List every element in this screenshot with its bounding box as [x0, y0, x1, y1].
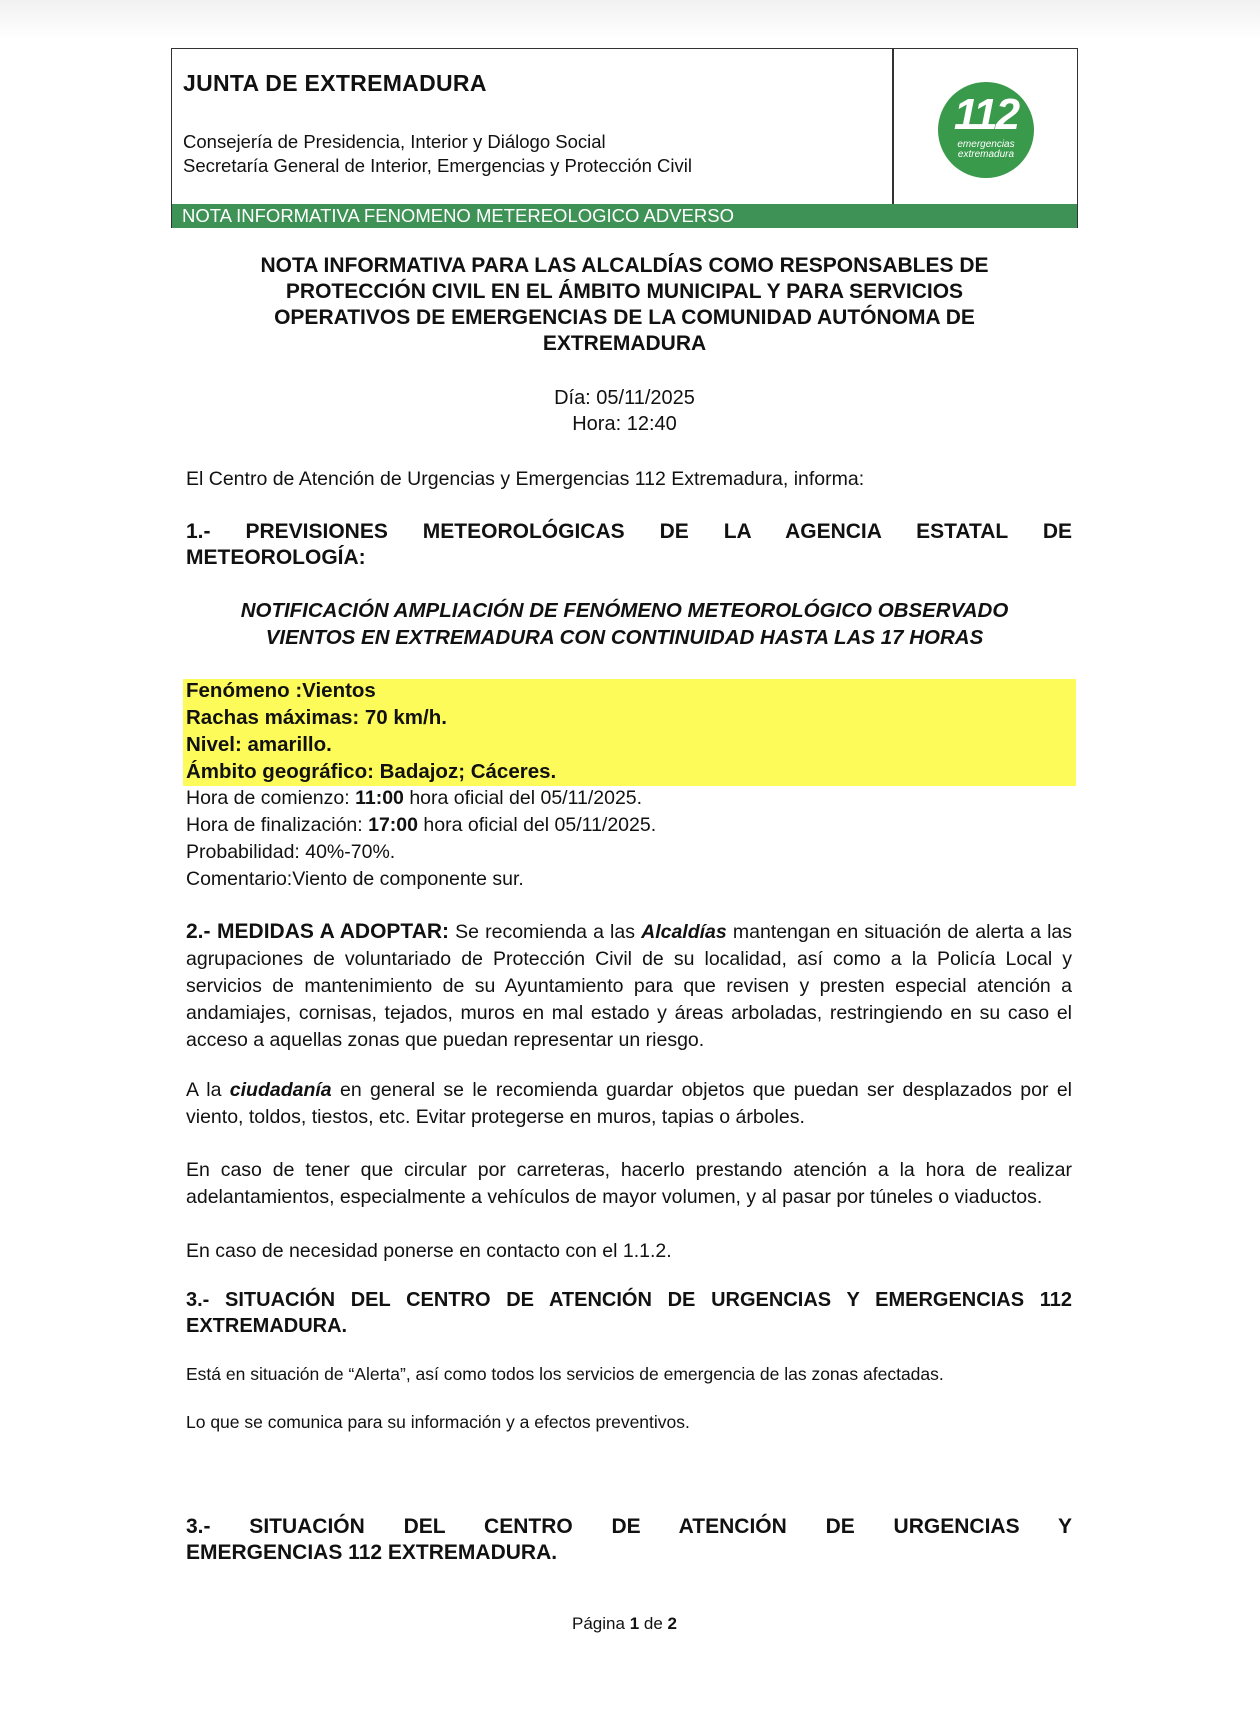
organization-name: JUNTA DE EXTREMADURA — [183, 70, 487, 96]
start-time: 11:00 — [355, 787, 404, 809]
section-2-paragraph-1 — [186, 918, 1072, 1054]
page-current: 1 — [629, 1614, 640, 1633]
start-rest: hora oficial del 05/11/2025. — [403, 787, 643, 809]
end-rest: hora oficial del 05/11/2025. — [417, 814, 657, 836]
page-middle: de — [639, 1614, 668, 1633]
section-3-heading-line-1: 3.- SITUACIÓN DEL CENTRO DE ATENCIÓN DE URGENCIAS Y EMERGENCIAS 112 — [186, 1289, 1072, 1311]
logo-sub-line-1: emergencias — [957, 139, 1015, 150]
date-line: Día: 05/11/2025 — [554, 387, 695, 409]
title-line: PROTECCIÓN CIVIL EN EL ÁMBITO MUNICIPAL Y PARA SERVICIOS — [285, 280, 964, 303]
alert-level: Nivel: amarillo. — [186, 733, 332, 756]
section-2-paragraph-3: En caso de tener que circular por carreteras, hacerlo prestando atención a la hora de realizar adelantamientos, especialmente a vehículos de mayor volumen, y al pasar por túneles o viaductos. — [186, 1159, 1072, 1208]
end-time-line — [186, 812, 656, 839]
page-prefix: Página — [572, 1614, 630, 1633]
phenomenon: Fenómeno :Vientos — [186, 679, 376, 702]
closing-text: Lo que se comunica para su información y a efectos preventivos. — [186, 1412, 690, 1432]
geographic-scope: Ámbito geográfico: Badajoz; Cáceres. — [186, 760, 557, 783]
section-2-paragraph-4: En caso de necesidad ponerse en contacto con el 1.1.2. — [186, 1240, 672, 1262]
department-line-1: Consejería de Presidencia, Interior y Diálogo Social — [183, 131, 606, 152]
section-2-emphasis: Alcaldías — [641, 921, 727, 943]
emergency-112-logo — [938, 82, 1034, 178]
notice-title — [171, 597, 1078, 651]
max-gusts: Rachas máximas: 70 km/h. — [186, 706, 447, 729]
intro-text: El Centro de Atención de Urgencias y Emergencias 112 Extremadura, informa: — [186, 468, 865, 490]
citizens-emphasis: ciudadanía — [229, 1079, 332, 1101]
header-banner: NOTA INFORMATIVA FENOMENO METEREOLOGICO ADVERSO — [172, 204, 1077, 228]
probability: Probabilidad: 40%-70%. — [186, 841, 396, 863]
logo-number: 112 — [953, 90, 1019, 139]
logo-sub-line-2: extremadura — [957, 149, 1015, 160]
page-total: 2 — [667, 1614, 677, 1633]
logo-subtitle — [938, 140, 1034, 160]
section-3-repeat-line-2: EMERGENCIAS 112 EXTREMADURA. — [186, 1541, 558, 1564]
section-3-heading-repeat — [186, 1514, 1072, 1566]
section-3-heading — [186, 1287, 1072, 1339]
notice-title-line-2: VIENTOS EN EXTREMADURA CON CONTINUIDAD HASTA LAS 17 HORAS — [265, 626, 984, 649]
notice-title-line-1: NOTIFICACIÓN AMPLIACIÓN DE FENÓMENO METEOROLÓGICO OBSERVADO — [240, 599, 1009, 622]
comment: Comentario:Viento de componente sur. — [186, 868, 524, 890]
start-time-line — [186, 785, 642, 812]
section-2-paragraph-2 — [186, 1077, 1072, 1131]
document-title — [171, 253, 1078, 357]
end-time: 17:00 — [368, 814, 418, 836]
section-3-repeat-line-1: 3.- SITUACIÓN DEL CENTRO DE ATENCIÓN DE URGENCIAS Y — [186, 1515, 1072, 1538]
department-line-2: Secretaría General de Interior, Emergencias y Protección Civil — [183, 155, 692, 176]
time-line: Hora: 12:40 — [572, 413, 677, 435]
section-1-heading-line-1: 1.- PREVISIONES METEOROLÓGICAS DE LA AGENCIA ESTATAL DE — [186, 520, 1072, 543]
citizens-text-b: en general se le recomienda guardar objetos que puedan ser desplazados por el viento, toldos, tiestos, etc. Evitar protegerse en muros, tapias o árboles. — [186, 1079, 1072, 1128]
start-label: Hora de comienzo: — [186, 787, 356, 809]
title-line: NOTA INFORMATIVA PARA LAS ALCALDÍAS COMO RESPONSABLES DE — [260, 254, 989, 277]
section-1-heading-line-2: METEOROLOGÍA: — [186, 546, 366, 569]
section-3-heading-line-2: EXTREMADURA. — [186, 1315, 348, 1337]
page-number — [171, 1614, 1078, 1634]
section-2-text-b: mantengan en situación de alerta a las agrupaciones de voluntariado de Protección Civil de su localidad, así como a la Policía Local y servicios de mantenimiento de su Ayuntamiento para que revisen y presten especial atención a andamiajes, cornisas, tejados, muros en mal estado y áreas arboladas, restringiendo en su caso el acceso a aquellas zonas que puedan representar un riesgo. — [186, 921, 1072, 1051]
section-2-heading: 2.- MEDIDAS A ADOPTAR: — [186, 920, 450, 943]
citizens-text-a: A la — [186, 1079, 230, 1101]
header-divider — [892, 48, 894, 228]
section-1-heading — [186, 519, 1072, 571]
end-label: Hora de finalización: — [186, 814, 369, 836]
title-line: OPERATIVOS DE EMERGENCIAS DE LA COMUNIDAD AUTÓNOMA DE — [274, 306, 975, 329]
section-2-text-a: Se recomienda a las — [449, 921, 642, 943]
alert-status: Está en situación de “Alerta”, así como todos los servicios de emergencia de las zonas afectadas. — [186, 1364, 944, 1384]
title-line: EXTREMADURA — [542, 332, 707, 355]
